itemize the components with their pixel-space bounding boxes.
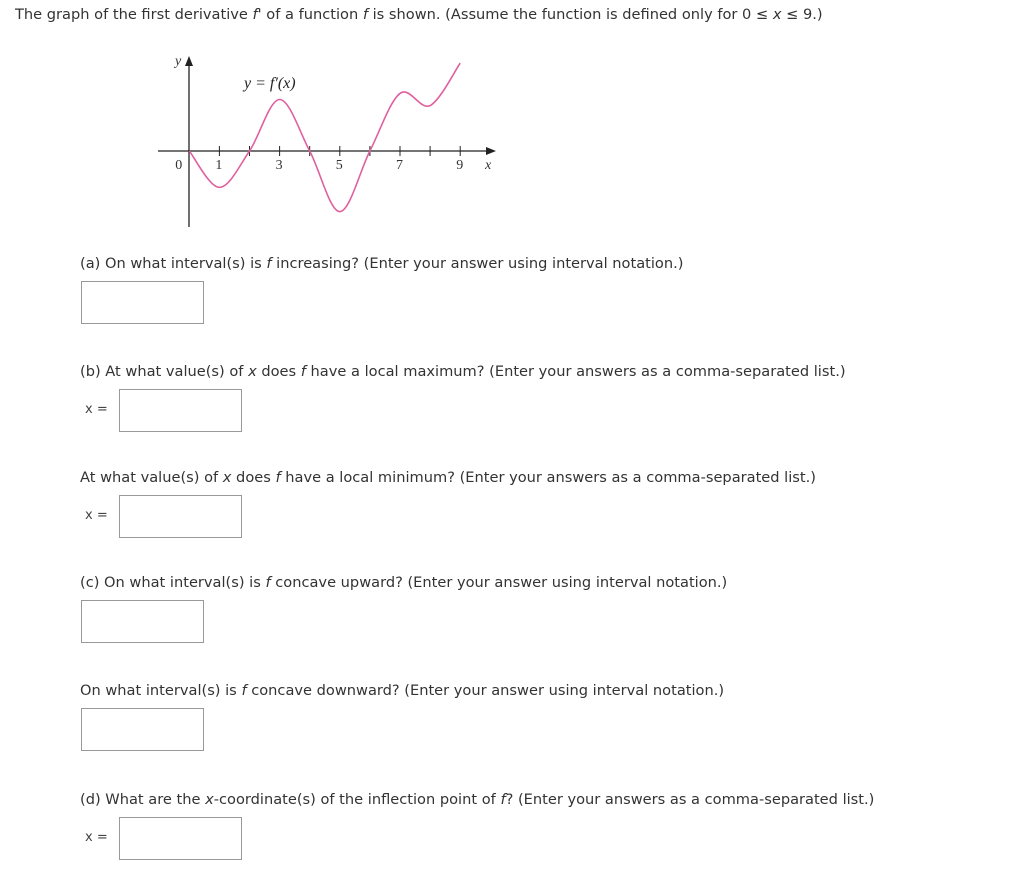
question-c-down [80,682,724,700]
text: concave upward? (Enter your answer using interval notation.) [270,574,728,591]
text: of a function [261,6,363,23]
text: f [300,363,306,380]
text: concave downward? (Enter your answer using interval notation.) [246,682,725,699]
x-tick-label: 5 [335,158,343,173]
text: x [772,6,782,23]
text: f [241,682,247,699]
text: f [275,469,281,486]
x-axis-label: x [485,158,492,173]
question-b-min [80,469,816,487]
text: does [231,469,276,486]
x-tick-label: 3 [275,158,283,173]
concave-up-input[interactable] [81,600,204,643]
text: x [205,791,214,808]
text: x [222,469,232,486]
x-equals-label: x = [85,830,108,845]
text: have a local maximum? (Enter your answers as a comma-separated list.) [305,363,846,380]
text: (a) On what interval(s) is [80,255,267,272]
text: On what interval(s) is [80,682,242,699]
derivative-graph [150,45,510,235]
local-min-input[interactable] [119,495,242,538]
curve-label: y = f′(x) [244,75,296,92]
question-c [80,574,727,592]
y-axis-label: y [175,54,182,69]
concave-down-input[interactable] [81,708,204,751]
text: does [256,363,301,380]
y-axis-arrow-icon [185,56,193,66]
local-max-input[interactable] [119,389,242,432]
text: -coordinate(s) of the inflection point of [213,791,501,808]
question-b [80,363,846,381]
text: x [248,363,257,380]
problem-intro [15,6,823,24]
text: (b) At what value(s) of [80,363,249,380]
text: ? (Enter your answers as a comma-separated list.) [505,791,875,808]
text: (d) What are the [80,791,206,808]
text: increasing? (Enter your answer using interval notation.) [271,255,684,272]
text: The graph of the first derivative [15,6,253,23]
text: At what value(s) of [80,469,223,486]
x-tick-label: 1 [215,158,223,173]
text: f [500,791,506,808]
text: f [266,255,272,272]
text: (c) On what interval(s) is [80,574,266,591]
question-d [80,791,874,809]
text: f [362,6,368,23]
inflection-points-input[interactable] [119,817,242,860]
text: is shown. (Assume the function is defined only for 0 ≤ [367,6,773,23]
x-axis-arrow-icon [486,147,496,155]
x-tick-label: 9 [456,158,464,173]
derivative-curve [189,63,460,211]
increasing-interval-input[interactable] [81,281,204,324]
text: f [265,574,271,591]
x-equals-label: x = [85,508,108,523]
text: have a local minimum? (Enter your answers as a comma-separated list.) [280,469,816,486]
text: ≤ 9.) [781,6,823,23]
x-tick-label: 7 [396,158,403,173]
text: f' [252,6,262,23]
x-tick-label: 0 [175,158,183,173]
x-equals-label: x = [85,402,108,417]
question-a [80,255,683,273]
